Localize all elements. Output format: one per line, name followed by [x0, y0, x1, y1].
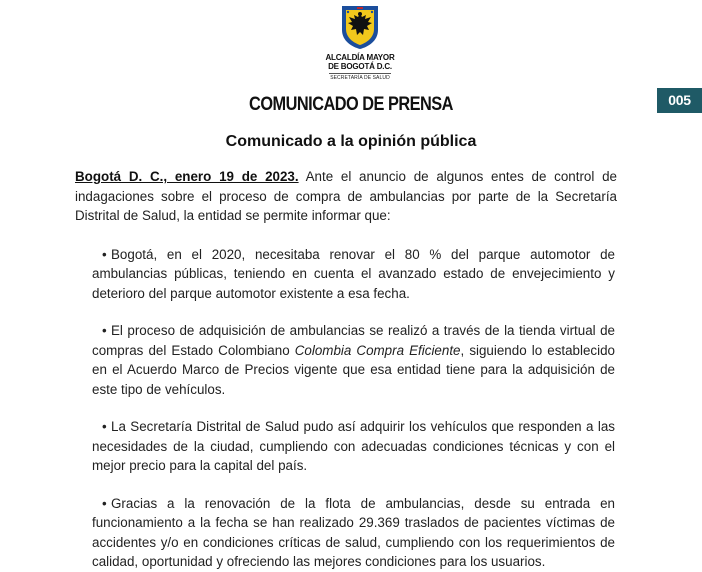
list-item: [92, 417, 615, 476]
bullet-icon: •: [102, 246, 107, 262]
release-number-badge: 005: [657, 88, 702, 113]
bullet-list: [75, 245, 617, 572]
page-subtitle: Comunicado a la opinión pública: [225, 133, 477, 150]
bullet-icon: •: [102, 495, 107, 511]
bullet-text-after: , siguiendo lo establecido en el Acuerdo Marco de Precios vigente que esa entidad tiene para la adquisición de este tipo de vehículos.: [92, 342, 615, 397]
alcaldia-logo: [320, 4, 400, 81]
bullet-text: Gracias a la renovación de la flota de ambulancias, desde su entrada en funcionamiento a la fecha se han realizado 29.369 traslados de pacientes víctimas de accidentes y/o en condiciones críticas de salud, cumpliendo con los requerimientos de calidad, oportunidad y ofreciendo las mejores condiciones para los usuarios.: [92, 495, 615, 569]
logo-text-line3: SECRETARÍA DE SALUD: [330, 75, 390, 81]
logo-text-line1: ALCALDÍA MAYOR: [325, 53, 395, 62]
logo-divider: [329, 73, 391, 74]
bogota-coat-of-arms-icon: [340, 4, 380, 50]
intro-text: Ante el anuncio de algunos entes de control de indagaciones sobre el proceso de compra de ambulancias por parte de la Secretaría Distrital de Salud, la entidad se permite informar que:: [75, 169, 617, 223]
list-item: [92, 321, 615, 399]
bullet-text: Bogotá, en el 2020, necesitaba renovar el 80 % del parque automotor de ambulancias públicas, teniendo en cuenta el avanzado estado de envejecimiento y deterioro del parque automotor existente a esa fecha.: [92, 246, 615, 301]
list-item: [92, 245, 615, 304]
bullet-text-italic: Colombia Compra Eficiente: [294, 342, 461, 358]
logo-text-line2: DE BOGOTÁ D.C.: [328, 62, 392, 71]
bullet-text: El proceso de adquisición de ambulancias se realizó a través de la tienda virtual de compras del Estado Colombiano: [92, 323, 615, 358]
bullet-icon: •: [102, 323, 107, 338]
intro-paragraph: [75, 167, 617, 226]
list-item: [92, 494, 615, 572]
dateline: Bogotá D. C., enero 19 de 2023.: [75, 169, 299, 184]
bullet-text: La Secretaría Distrital de Salud pudo así adquirir los vehículos que responden a las necesidades de la ciudad, cumpliendo con adecuadas condiciones técnicas y con el mejor precio para la capital del país.: [92, 419, 615, 473]
document-body: [75, 167, 617, 572]
press-release-title: COMUNICADO DE PRENSA: [249, 94, 453, 115]
bullet-icon: •: [102, 419, 107, 434]
